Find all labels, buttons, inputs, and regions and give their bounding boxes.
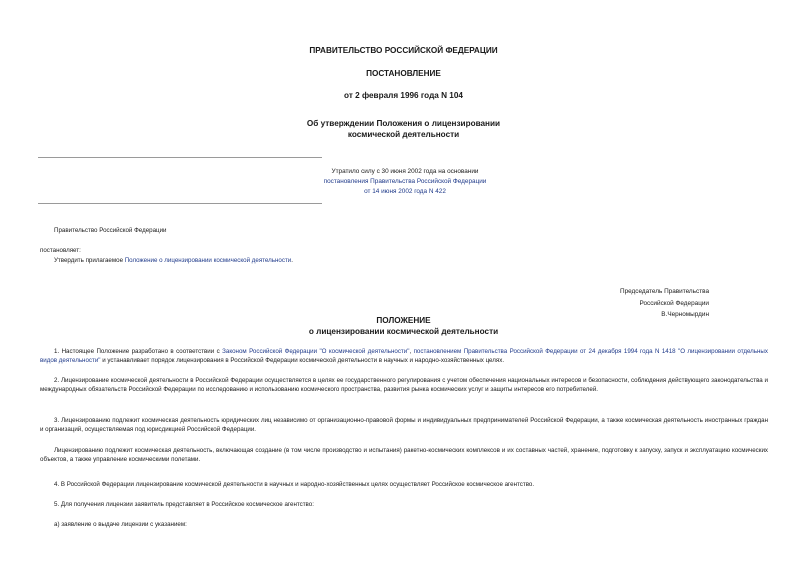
signature-name: В.Черномырдин bbox=[661, 311, 709, 318]
status-note-link-date[interactable]: от 14 июня 2002 года N 422 bbox=[364, 188, 446, 195]
paragraph-3: 3. Лицензированию подлежит космическая деятельность юридических лиц независимо от организационно-правовой формы и индивидуальных предпринимателей Российской Федерации, а также космическая деятельность иностранных граждан и организаций, осуществляемая под юрисдикцией Российской Федерации. bbox=[40, 417, 768, 434]
p1-text-b: , bbox=[409, 348, 414, 355]
approve-regulation-link[interactable]: Положение о лицензировании космической деятельности bbox=[124, 257, 292, 264]
law-space-activity-link[interactable]: Законом Российской Федерации "О космической деятельности" bbox=[222, 348, 410, 355]
status-note-line1: Утратило силу с 30 июня 2002 года на основании bbox=[331, 168, 479, 175]
regulation-title: ПОЛОЖЕНИЕ bbox=[376, 316, 431, 325]
approve-suffix: . bbox=[291, 257, 293, 264]
government-heading: ПРАВИТЕЛЬСТВО РОССИЙСКОЙ ФЕДЕРАЦИИ bbox=[309, 46, 498, 55]
signature-position: Председатель Правительства bbox=[620, 288, 709, 295]
preamble-decides: постановляет: bbox=[40, 247, 81, 254]
regulation-subtitle: о лицензировании космической деятельности bbox=[308, 327, 499, 336]
document-title-line2: космической деятельности bbox=[347, 130, 460, 139]
document-date-number: от 2 февраля 1996 года N 104 bbox=[344, 91, 463, 100]
p1-text-a: 1. Настоящее Положение разработано в соответствии с bbox=[54, 348, 223, 355]
status-note-link-decree[interactable]: постановления Правительства Российской Федерации bbox=[323, 178, 487, 185]
paragraph-1 bbox=[40, 347, 768, 365]
approve-prefix: Утвердить прилагаемое bbox=[54, 257, 125, 264]
document-title-line1: Об утверждении Положения о лицензировании bbox=[306, 119, 501, 128]
paragraph-4: 4. В Российской Федерации лицензирование космической деятельности в научных и народно-хозяйственных целях осуществляет Российское космическое агентство. bbox=[54, 481, 535, 488]
divider-top bbox=[38, 157, 322, 158]
signature-country: Российской Федерации bbox=[639, 299, 709, 307]
document-type: ПОСТАНОВЛЕНИЕ bbox=[366, 69, 441, 78]
preamble-approve bbox=[54, 256, 293, 265]
paragraph-5a: а) заявление о выдаче лицензии с указанием: bbox=[54, 521, 187, 528]
paragraph-3b: Лицензированию подлежит космическая деятельность, включающая создание (в том числе производство и испытания) ракетно-космических комплексов и их составных частей, хранение, подготовку к запуску, запуск и эксплуатацию космических объектов, а также управление космическими полетами. bbox=[40, 447, 768, 464]
paragraph-2: 2. Лицензирование космической деятельности в Российской Федерации осуществляется в целях ее государственного регулирования с учетом обеспечения национальных интересов и безопасности, соблюдения действующего законодательства и международных обязательств Российской Федерации по исследованию и использованию космического пространства, развития рынка космических услуг и защиты интересов его потребителей. bbox=[40, 377, 768, 394]
preamble-government: Правительство Российской Федерации bbox=[54, 227, 167, 234]
decree-1418-link[interactable]: постановлением Правительства Российской Федерации от 24 декабря 1994 года N 1418 "О лицензировании отдельных видов деятельности" bbox=[40, 348, 768, 365]
p1-text-c: и устанавливает порядок лицензирования в Российской Федерации космической деятельности в научных и народно-хозяйственных целях. bbox=[100, 357, 505, 365]
paragraph-5: 5. Для получения лицензии заявитель представляет в Российское космическое агентство: bbox=[54, 501, 314, 508]
divider-bottom bbox=[38, 203, 322, 204]
